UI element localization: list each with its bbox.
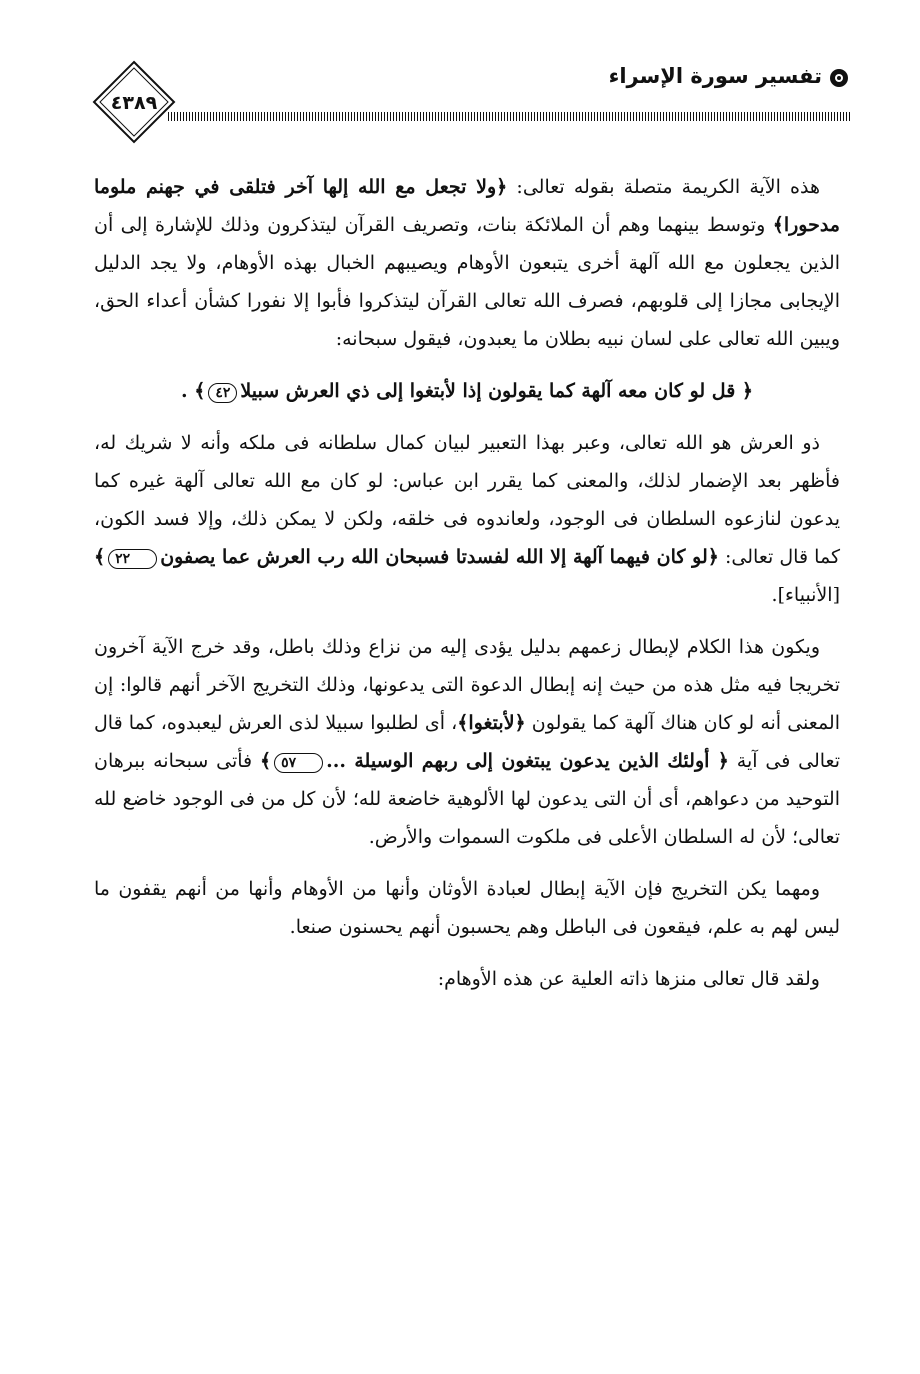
- quran-quote: ﴿ولا تجعل مع الله إلها آخر فتلقى في جهنم ملوما مدحورا﴾: [94, 176, 840, 236]
- verse-number: ٤٢: [208, 383, 237, 403]
- quran-quote: ﴿ قل لو كان معه آلهة كما يقولون إذا لأبتغوا إلى ذي العرش سبيلا: [240, 380, 754, 402]
- verse-number: ٢٢: [108, 549, 157, 569]
- body-text: فأتى سبحانه ببرهان التوحيد من دعواهم، أى أن التى يدعون لها الألوهية خاضعة لله؛ لأن كل من فى الوجود خاضع لله تعالى؛ لأن له السلطان الأعلى فى ملكوت السموات والأرض.: [94, 750, 840, 848]
- body-text: ، أى لطلبوا سبيلا لذى العرش ليعبدوه، كما قال تعالى فى آية: [94, 712, 840, 772]
- body-text: ذو العرش هو الله تعالى، وعبر بهذا التعبير لبيان كمال سلطانه فى ملكه وأنه لا شريك له، فأظهر بعد الإضمار لذلك، والمعنى كما يقرر ابن عباس: لو كان مع الله تعالى آلهة غيره كما يدعون لنازعوه السلطان فى الوجود، ولعاندوه فى خلقه، ولكن لا يمكن ذلك، وإلا فسد الكون، كما قال تعالى:: [94, 432, 840, 568]
- verse-number: ٥٧: [274, 753, 323, 773]
- page-body: [94, 168, 840, 1012]
- body-text: [الأنبياء].: [771, 584, 840, 606]
- chapter-title: تفسير سورة الإسراء: [608, 64, 822, 88]
- flower-ornament-icon: [828, 67, 850, 89]
- body-text: هذه الآية الكريمة متصلة بقوله تعالى:: [507, 176, 821, 198]
- page-header: [90, 58, 850, 128]
- quran-quote: ﴾ .: [180, 380, 206, 402]
- quran-quote: ﴾: [94, 546, 106, 568]
- paragraph: [94, 424, 840, 614]
- quran-quote: ﴾: [259, 750, 272, 772]
- paragraph: [94, 372, 840, 410]
- body-text: ويكون هذا الكلام لإبطال زعمهم بدليل يؤدى إليه من نزاع وذلك باطل، وقد خرج الآية آخرون تخريجا فيه مثل هذه من حيث إنه إبطال الدعوة التى يدعونها، وذلك التخريج الآخر أنهم قالوا: إن المعنى أنه لو كان هناك آلهة كما يقولون: [94, 636, 840, 734]
- header-divider: [168, 112, 850, 121]
- body-text: ومهما يكن التخريج فإن الآية إبطال لعبادة الأوثان وأنها من الأوهام وأنها من أنهم يقفون ما ليس لهم به علم، فيقعون فى الباطل وهم يحسبون أنهم يحسنون صنعا.: [94, 878, 840, 938]
- paragraph: [94, 870, 840, 946]
- paragraph: [94, 168, 840, 358]
- quran-quote: ﴿لو كان فيهما آلهة إلا الله لفسدتا فسبحان الله رب العرش عما يصفون: [160, 546, 719, 568]
- quran-quote: ﴿لأبتغوا﴾: [457, 712, 526, 734]
- paragraph: [94, 628, 840, 856]
- body-text: ولقد قال تعالى منزها ذاته العلية عن هذه الأوهام:: [437, 968, 820, 990]
- quran-quote: ﴿ أولئك الذين يدعون يبتغون إلى ربهم الوسيلة ...: [326, 750, 729, 772]
- body-text: وتوسط بينهما وهم أن الملائكة بنات، وتصريف القرآن ليتذكرون وذلك للإشارة إلى أن الذين يجعلون مع الله آلهة أخرى يتبعون الأوهام ويصيبهم الخبال بهذه الأوهام، ولا يجد الدليل الإيجابى مجازا إلى قلوبهم، فصرف الله تعالى القرآن ليتذكروا فأبوا إلا نفورا كشأن أعداء الحق، ويبين الله تعالى على لسان نبيه بطلان ما يعبدون، فيقول سبحانه:: [94, 214, 840, 350]
- paragraph: [94, 960, 840, 998]
- page-number: ٤٣٨٩: [110, 92, 158, 114]
